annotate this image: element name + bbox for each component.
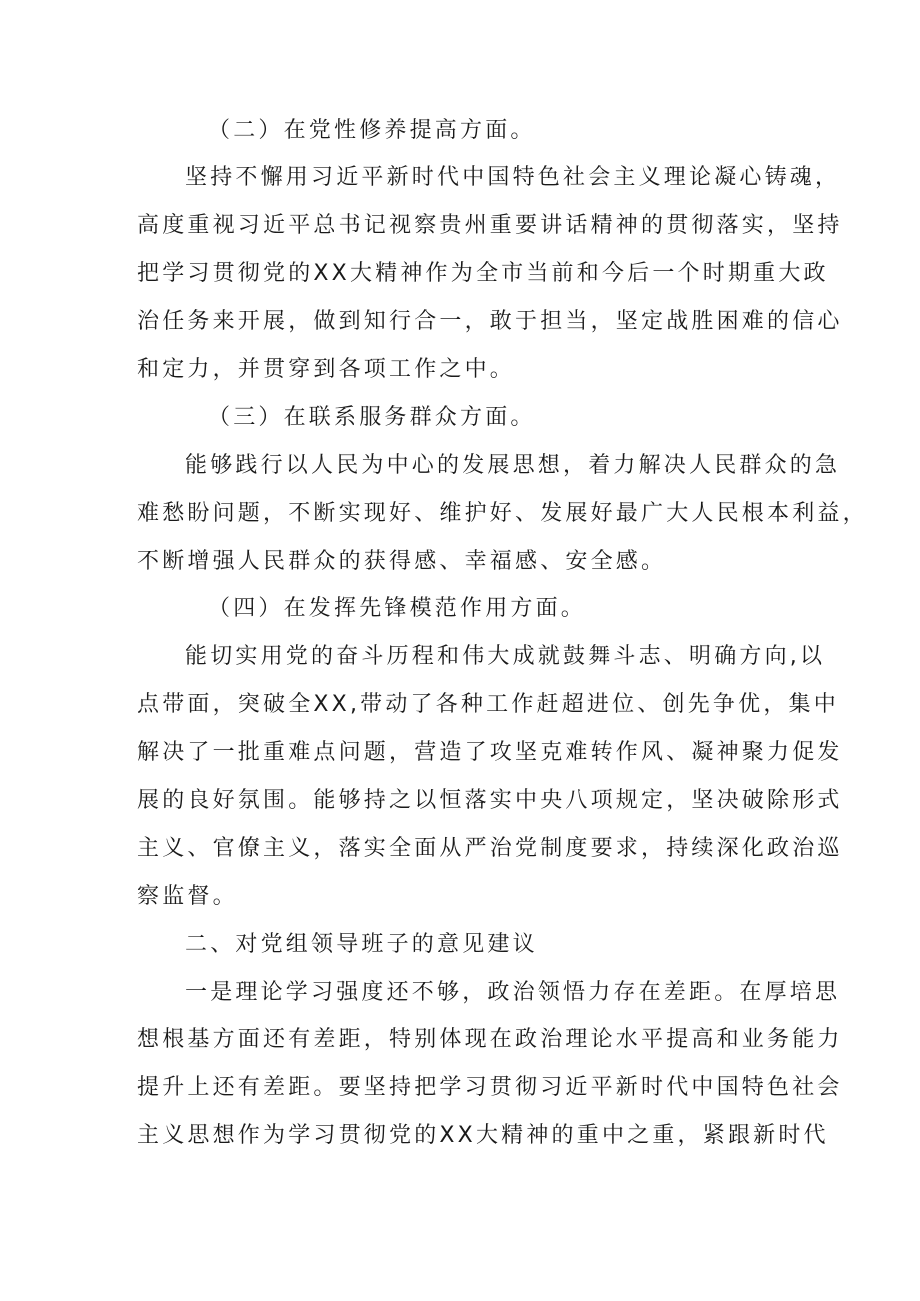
- paragraph-line: 坚持不懈用习近平新时代中国特色社会主义理论凝心铸魂，: [185, 165, 841, 190]
- paragraph-line: 和定力，并贯穿到各项工作之中。: [137, 357, 516, 382]
- paragraph-line: 察监督。: [137, 884, 238, 909]
- paragraph-line: 想根基方面还有差距，特别体现在政治理论水平提高和业务能力: [137, 1027, 843, 1052]
- paragraph-line: 一是理论学习强度还不够，政治领悟力存在差距。在厚培思: [185, 980, 841, 1005]
- section-heading-party-spirit: （二）在党性修养提高方面。: [208, 118, 536, 143]
- paragraph-line: 提升上还有差距。要坚持把学习贯彻习近平新时代中国特色社会: [137, 1075, 843, 1100]
- paragraph-line: 点带面，突破全XX,带动了各种工作赶超进位、创先争优，集中: [137, 692, 839, 717]
- section-heading-suggestions: 二、对党组领导班子的意见建议: [185, 932, 538, 957]
- paragraph-line: 主义思想作为学习贯彻党的XX大精神的重中之重，紧跟新时代: [137, 1123, 829, 1148]
- paragraph-line: 难愁盼问题，不断实现好、维护好、发展好最广大人民根本利益，: [137, 501, 868, 526]
- paragraph-line: 把学习贯彻党的XX大精神作为全市当前和今后一个时期重大政: [137, 261, 829, 286]
- paragraph-line: 治任务来开展，做到知行合一，敢于担当，坚定战胜困难的信心: [137, 309, 843, 334]
- paragraph-line: 解决了一批重难点问题，营造了攻坚克难转作风、凝神聚力促发: [137, 740, 843, 765]
- paragraph-line: 展的良好氛围。能够持之以恒落实中央八项规定，坚决破除形式: [137, 788, 843, 813]
- paragraph-line: 能切实用党的奋斗历程和伟大成就鼓舞斗志、明确方向,以: [185, 644, 826, 669]
- section-heading-vanguard-role: （四）在发挥先锋模范作用方面。: [208, 596, 587, 621]
- paragraph-line: 主义、官僚主义，落实全面从严治党制度要求，持续深化政治巡: [137, 836, 843, 861]
- paragraph-line: 不断增强人民群众的获得感、幸福感、安全感。: [137, 549, 667, 574]
- section-heading-serve-masses: （三）在联系服务群众方面。: [208, 405, 536, 430]
- paragraph-line: 能够践行以人民为中心的发展思想，着力解决人民群众的急: [185, 453, 841, 478]
- paragraph-line: 高度重视习近平总书记视察贵州重要讲话精神的贯彻落实，坚持: [137, 213, 843, 238]
